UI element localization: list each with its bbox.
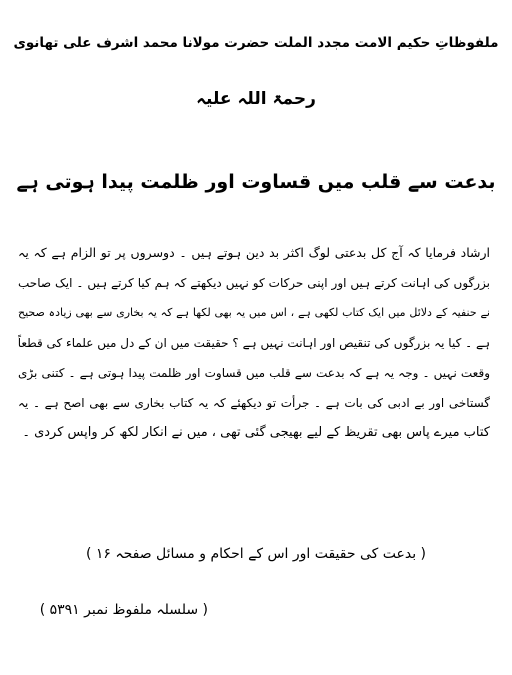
body-line: ہے ۔ کیا یہ بزرگوں کی تنقیص اور اہانت نہیں ہے ؟ حقیقت میں ان کے دل میں علماء کی قطعاً: [18, 336, 490, 350]
body-text: [18, 238, 490, 448]
body-line: نے حنفیہ کے دلائل میں ایک کتاب لکھی ہے ، اس میں یہ بھی لکھا ہے کہ یہ بخاری سے بھی زیادہ صحیح: [18, 306, 490, 319]
source-reference: ( بدعت کی حقیقت اور اس کے احکام و مسائل صفحہ ۱۶ ): [85, 546, 427, 562]
body-line: کتاب میرے پاس بھی تقریظ کے لیے بھیجی گئی تھی ، میں نے انکار لکھ کر واپس کردی ۔: [22, 425, 490, 440]
series-number: ( سلسلہ ملفوظ نمبر ۵۳۹۱ ): [39, 602, 208, 618]
body-line: وقعت نہیں ۔ وجہ یہ ہے کہ بدعت سے قلب میں قساوت اور ظلمت پیدا ہوتی ہے ۔ کتنی بڑی: [18, 366, 490, 380]
body-line: ارشاد فرمایا کہ آج کل بدعتی لوگ اکثر بد دین ہوتے ہیں ۔ دوسروں پر تو الزام ہے کہ یہ: [18, 245, 490, 260]
header-title: ملفوظاتِ حکیم الامت مجدد الملت حضرت مولانا محمد اشرف علی تھانوی: [13, 35, 499, 51]
body-line: بزرگوں کی اہانت کرتے ہیں اور اپنی حرکات کو نہیں دیکھتے کہ ہم کیا کرتے ہیں ۔ ایک صاحب: [18, 276, 490, 290]
body-line: گستاخی اور بے ادبی کی بات ہے ۔ جرأت تو دیکھئے کہ یہ کتاب بخاری سے بھی اصح ہے ۔ یہ: [18, 396, 490, 410]
header-subtitle: رحمۃ اللہ علیہ: [196, 89, 316, 109]
main-heading: بدعت سے قلب میں قساوت اور ظلمت پیدا ہوتی ہے: [16, 171, 496, 193]
